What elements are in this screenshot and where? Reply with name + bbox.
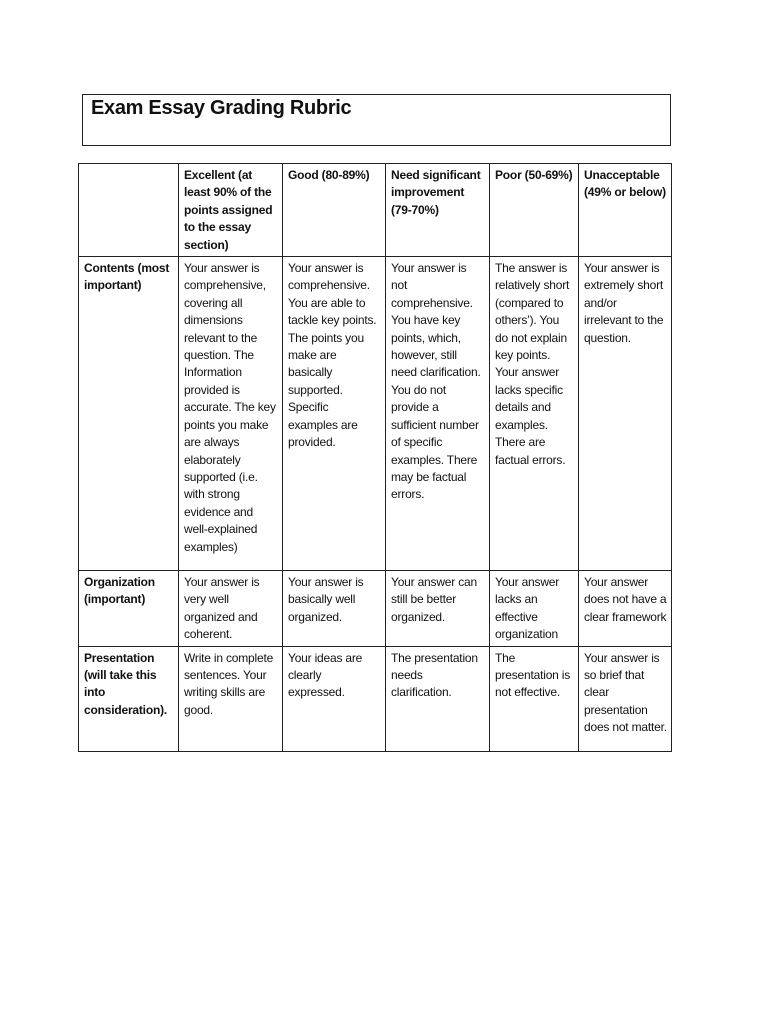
- table-cell: Write in complete sentences. Your writing skills are good.: [179, 646, 283, 751]
- table-cell: Your answer is extremely short and/or irrelevant to the question.: [579, 257, 672, 571]
- table-cell: The presentation needs clarification.: [386, 646, 490, 751]
- table-cell: Your ideas are clearly expressed.: [283, 646, 386, 751]
- table-row: [79, 571, 672, 647]
- header-cell-unacceptable: Unacceptable (49% or below): [579, 164, 672, 257]
- criterion-cell: Organization (important): [79, 571, 179, 647]
- header-cell-good: Good (80-89%): [283, 164, 386, 257]
- header-cell-empty: [79, 164, 179, 257]
- table-cell: Your answer is so brief that clear presentation does not matter.: [579, 646, 672, 751]
- grading-rubric-table: [78, 163, 672, 752]
- table-row: [79, 646, 672, 751]
- table-cell: Your answer is very well organized and coherent.: [179, 571, 283, 647]
- criterion-cell: Presentation (will take this into consideration).: [79, 646, 179, 751]
- table-cell: The answer is relatively short (compared to others’). You do not explain key points. Your answer lacks specific details and examples. There are factual errors.: [490, 257, 579, 571]
- header-cell-poor: Poor (50-69%): [490, 164, 579, 257]
- table-row: [79, 257, 672, 571]
- header-cell-need-improvement: Need significant improvement (79-70%): [386, 164, 490, 257]
- title-box: [82, 94, 671, 146]
- table-cell: Your answer is comprehensive, covering all dimensions relevant to the question. The Information provided is accurate. The key points you make are always elaborately supported (i.e. with strong evidence and well-explained examples): [179, 257, 283, 571]
- table-cell: Your answer is not comprehensive. You have key points, which, however, still need clarification. You do not provide a sufficient number of specific examples. There may be factual errors.: [386, 257, 490, 571]
- table-cell: The presentation is not effective.: [490, 646, 579, 751]
- table-cell: Your answer can still be better organized.: [386, 571, 490, 647]
- table-cell: Your answer does not have a clear framework: [579, 571, 672, 647]
- table-cell: Your answer lacks an effective organization: [490, 571, 579, 647]
- table-cell: Your answer is basically well organized.: [283, 571, 386, 647]
- header-row: [79, 164, 672, 257]
- table-cell: Your answer is comprehensive. You are able to tackle key points. The points you make are basically supported. Specific examples are provided.: [283, 257, 386, 571]
- document-title: Exam Essay Grading Rubric: [91, 97, 352, 119]
- header-cell-excellent: Excellent (at least 90% of the points assigned to the essay section): [179, 164, 283, 257]
- criterion-cell: Contents (most important): [79, 257, 179, 571]
